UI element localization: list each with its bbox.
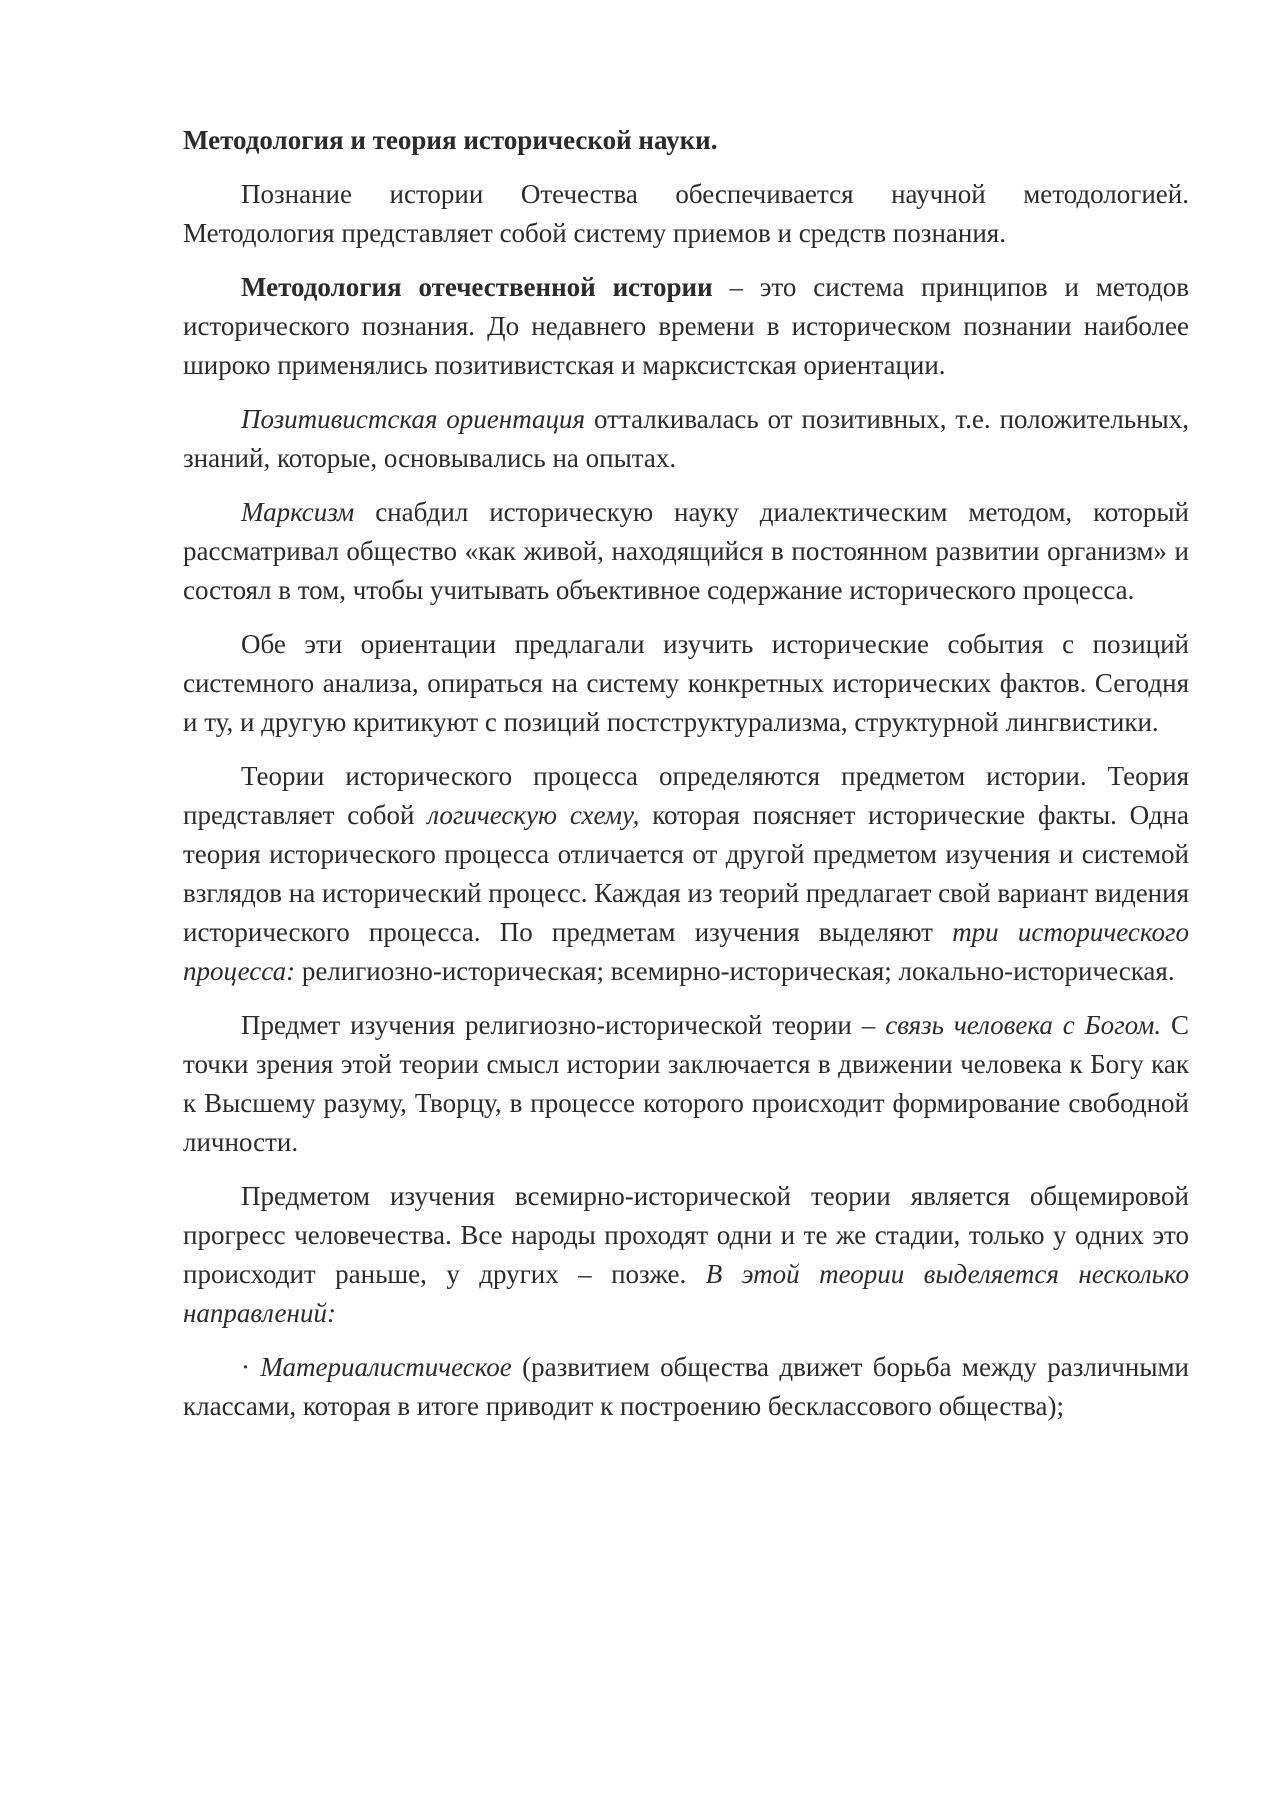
paragraph-marxism bbox=[183, 493, 1189, 610]
paragraph-religious-historical-theory bbox=[183, 1006, 1189, 1162]
italic-phrase: связь человека с Богом. bbox=[885, 1010, 1162, 1040]
italic-phrase: В этой теории выделяется несколько направлений: bbox=[183, 1259, 1189, 1328]
paragraph-text: – это система принципов и методов исторического познания. До недавнего времени в историческом познании наиболее широко применялись позитивистская и марксистская ориентации. bbox=[183, 272, 1189, 380]
paragraph-text: отталкивалась от позитивных, т.е. положительных, знаний, которые, основывались на опытах. bbox=[183, 404, 1189, 473]
paragraph-text: снабдил историческую науку диалектическим методом, который рассматривал общество «как живой, находящийся в постоянном развитии организм» и состоял в том, чтобы учитывать объективное содержание исторического процесса. bbox=[183, 497, 1189, 605]
paragraph-both-orientations bbox=[183, 625, 1189, 742]
paragraph-positivist-orientation bbox=[183, 400, 1189, 478]
italic-phrase: логическую схему, bbox=[427, 800, 640, 830]
document-title: Методология и теория исторической науки. bbox=[183, 125, 718, 155]
italic-term: Материалистическое bbox=[260, 1352, 512, 1382]
bold-term: Методология отечественной истории bbox=[241, 272, 713, 302]
italic-term: Позитивистская ориентация bbox=[241, 404, 586, 434]
italic-phrase: три исторического процесса: bbox=[183, 917, 1190, 986]
paragraph-text: Познание истории Отечества обеспечивается научной методологией. Методология представляет собой систему приемов и средств познания. bbox=[183, 179, 1189, 248]
paragraph-world-historical-theory bbox=[183, 1177, 1189, 1333]
bullet-marker: · bbox=[241, 1352, 261, 1382]
paragraph-text: Теории исторического процесса определяются предметом истории. Теория представляет собой bbox=[183, 761, 1189, 830]
paragraph-methodology-definition bbox=[183, 268, 1189, 385]
document-body bbox=[183, 121, 1189, 1426]
paragraph-text: которая поясняет исторические факты. Одна теория исторического процесса отличается от другой предметом изучения и системой взглядов на исторический процесс. Каждая из теорий предлагает свой вариант видения исторического процесса. По предметам изучения выделяют bbox=[183, 800, 1189, 947]
paragraph-text: С точки зрения этой теории смысл истории заключается в движении человека к Богу как к Высшему разуму, Творцу, в процессе которого происходит формирование свободной личности. bbox=[183, 1010, 1190, 1157]
paragraph-text: Обе эти ориентации предлагали изучить исторические события с позиций системного анализа, опираться на систему конкретных исторических фактов. Сегодня и ту, и другую критикуют с позиций постструктурализма, структурной лингвистики. bbox=[183, 629, 1189, 737]
paragraph-text: Предметом изучения всемирно-исторической теории является общемировой прогресс человечества. Все народы проходят одни и те же стадии, только у одних это происходит раньше, у других – позже. bbox=[183, 1181, 1189, 1289]
italic-term: Марксизм bbox=[241, 497, 355, 527]
paragraph-theories-of-historical-process bbox=[183, 757, 1189, 991]
paragraph-text: (развитием общества движет борьба между различными классами, которая в итоге приводит к построению бесклассового общества); bbox=[183, 1352, 1189, 1421]
paragraph-text: религиозно-историческая; всемирно-историческая; локально-историческая. bbox=[295, 956, 1175, 986]
paragraph-methodology-intro bbox=[183, 175, 1189, 253]
paragraph-text: Предмет изучения религиозно-исторической теории – bbox=[241, 1010, 886, 1040]
list-item-materialistic bbox=[183, 1348, 1189, 1426]
